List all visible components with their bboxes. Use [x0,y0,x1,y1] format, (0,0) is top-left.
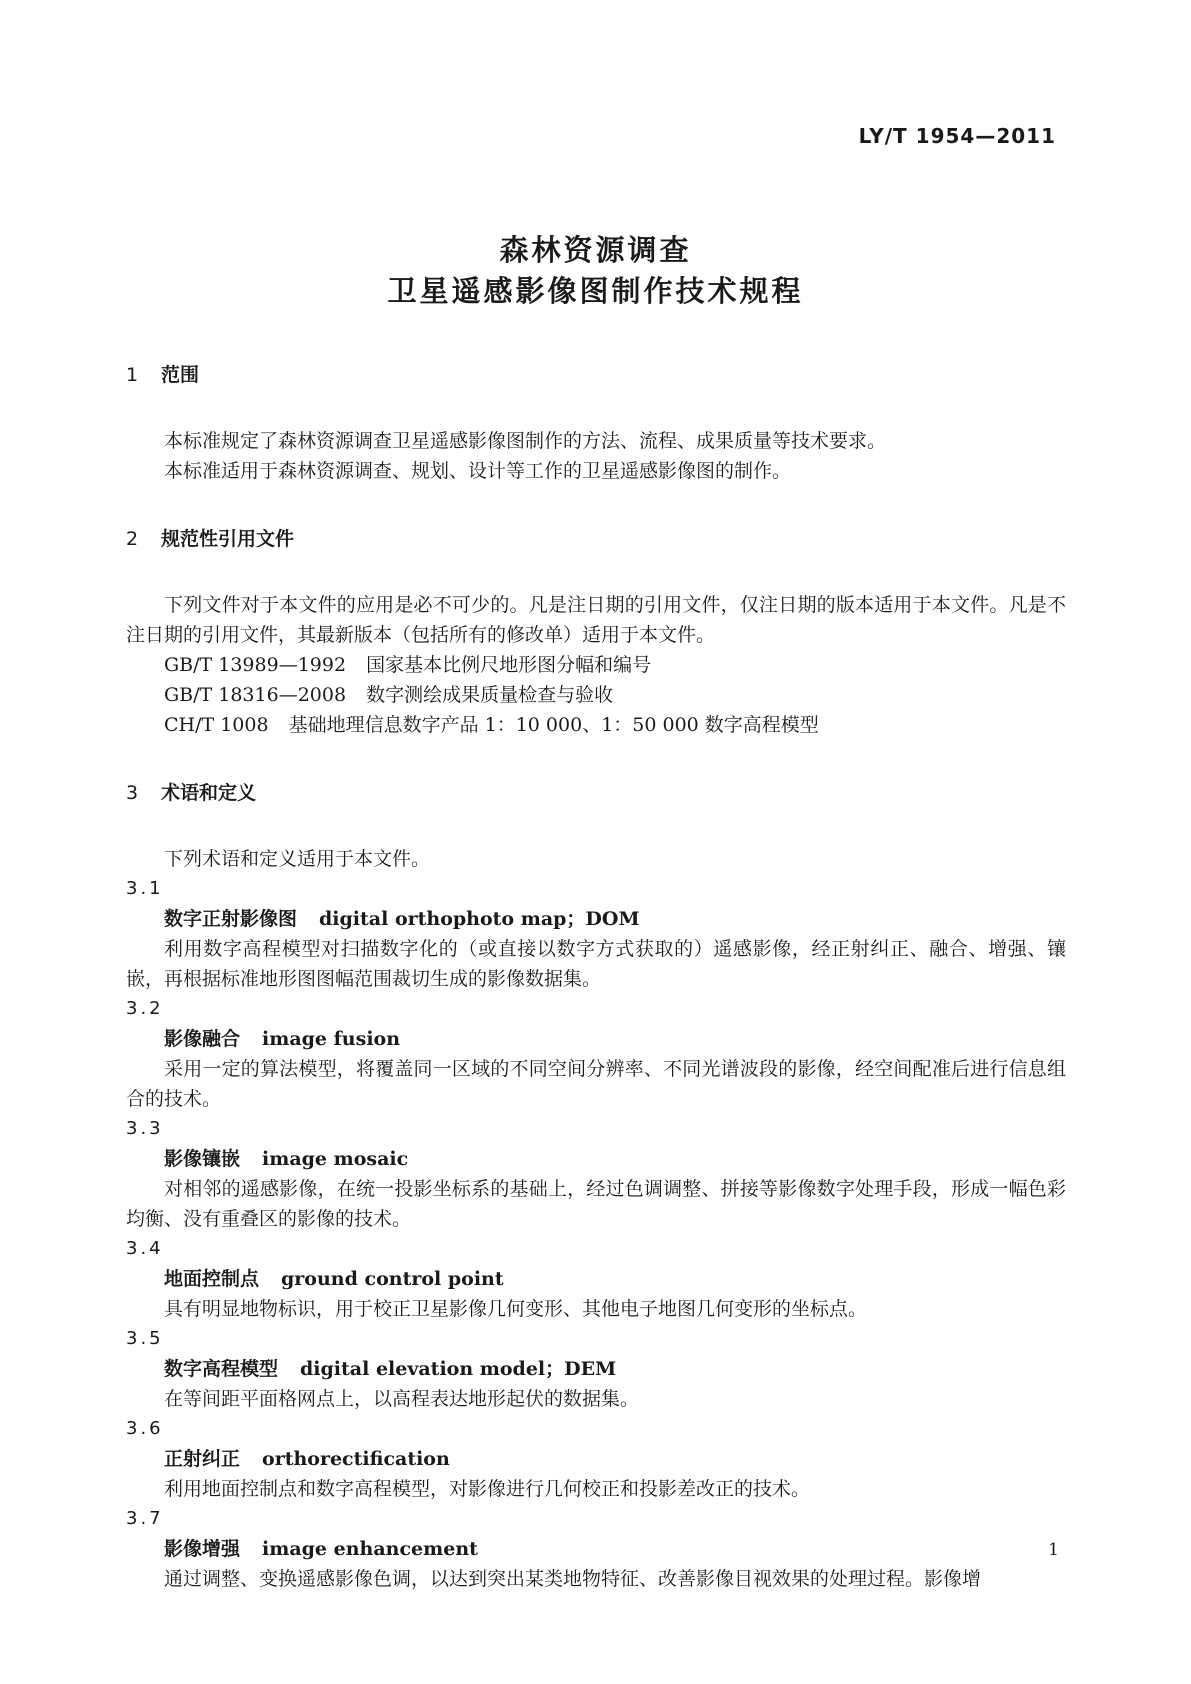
term-number: 3.3 [126,1118,164,1139]
term-chinese: 影像增强 [164,1538,241,1560]
term-heading [126,1354,1066,1384]
standard-code: LY/T 1954—2011 [858,124,1056,148]
term-chinese: 正射纠正 [164,1448,241,1470]
term-definition: 具有明显地物标识，用于校正卫星影像几何变形、其他电子地图几何变形的坐标点。 [164,1298,868,1320]
term-english: image mosaic [262,1148,409,1170]
term-definition: 通过调整、变换遥感影像色调，以达到突出某类地物特征、改善影像目视效果的处理过程。影像增 [164,1568,982,1590]
page-number: 1 [1048,1540,1059,1560]
paragraph: 下列文件对于本文件的应用是必不可少的。凡是注日期的引用文件，仅注日期的版本适用于本文件。凡是不注日期的引用文件，其最新版本（包括所有的修改单）适用于本文件。 [126,594,1066,646]
paragraph: 本标准规定了森林资源调查卫星遥感影像图制作的方法、流程、成果质量等技术要求。 [164,430,887,452]
reference-item [126,650,1066,680]
term-heading [126,1264,1066,1294]
term-number: 3.5 [126,1328,164,1349]
term-english: digital elevation model；DEM [300,1358,617,1380]
term-heading [126,1534,1066,1564]
term-chinese: 数字高程模型 [164,1358,279,1380]
term-english: image fusion [262,1028,401,1050]
paragraph: 下列术语和定义适用于本文件。 [164,848,431,870]
section-terms-and-definitions [126,778,1066,1594]
section-title: 规范性引用文件 [161,528,295,550]
term-definition: 利用数字高程模型对扫描数字化的（或直接以数字方式获取的）遥感影像，经正射纠正、融合、增强、镶嵌，再根据标准地形图图幅范围裁切生成的影像数据集。 [126,938,1066,990]
reference-item [126,710,1066,740]
term-definition: 在等间距平面格网点上，以高程表达地形起伏的数据集。 [164,1388,640,1410]
term-entry [126,1324,1066,1414]
term-definition: 对相邻的遥感影像，在统一投影坐标系的基础上，经过色调调整、拼接等影像数字处理手段，形成一幅色彩均衡、没有重叠区的影像的技术。 [126,1178,1066,1230]
section-normative-references [126,524,1066,740]
section-heading [126,360,1066,390]
term-english: digital orthophoto map；DOM [319,908,640,930]
section-heading [126,524,1066,554]
document-title-line-1: 森林资源调查 [499,233,692,267]
term-english: orthorectification [262,1448,450,1470]
term-entry [126,994,1066,1114]
section-number: 3 [126,782,139,804]
reference-item [126,680,1066,710]
term-entry [126,874,1066,994]
reference-code: GB/T 13989—1992 [164,654,347,676]
term-definition: 利用地面控制点和数字高程模型，对影像进行几何校正和投影差改正的技术。 [164,1478,811,1500]
term-number: 3.6 [126,1418,164,1439]
term-number: 3.7 [126,1508,164,1529]
term-number: 3.1 [126,878,164,899]
term-number: 3.4 [126,1238,164,1259]
term-entry [126,1504,1066,1594]
section-title: 范围 [161,364,200,386]
reference-code: GB/T 18316—2008 [164,684,347,706]
section-scope [126,360,1066,486]
term-entry [126,1234,1066,1324]
term-heading [126,1144,1066,1174]
section-heading [126,778,1066,808]
section-title: 术语和定义 [161,782,257,804]
term-chinese: 影像融合 [164,1028,241,1050]
document-body [126,360,1066,1594]
reference-title: 国家基本比例尺地形图分幅和编号 [366,654,652,676]
term-heading [126,904,1066,934]
term-chinese: 影像镶嵌 [164,1148,241,1170]
term-heading [126,1444,1066,1474]
document-title-line-2: 卫星遥感影像图制作技术规程 [387,274,804,308]
section-number: 1 [126,364,139,386]
term-heading [126,1024,1066,1054]
term-chinese: 地面控制点 [164,1268,260,1290]
reference-code: CH/T 1008 [164,714,269,736]
paragraph: 本标准适用于森林资源调查、规划、设计等工作的卫星遥感影像图的制作。 [164,460,792,482]
reference-title: 基础地理信息数字产品 1：10 000、1：50 000 数字高程模型 [288,714,819,736]
term-number: 3.2 [126,998,164,1019]
term-english: ground control point [281,1268,504,1290]
reference-title: 数字测绘成果质量检查与验收 [366,684,614,706]
section-number: 2 [126,528,139,550]
term-entry [126,1414,1066,1504]
term-english: image enhancement [262,1538,478,1560]
term-entry [126,1114,1066,1234]
term-chinese: 数字正射影像图 [164,908,298,930]
term-definition: 采用一定的算法模型，将覆盖同一区域的不同空间分辨率、不同光谱波段的影像，经空间配准后进行信息组合的技术。 [126,1058,1066,1110]
